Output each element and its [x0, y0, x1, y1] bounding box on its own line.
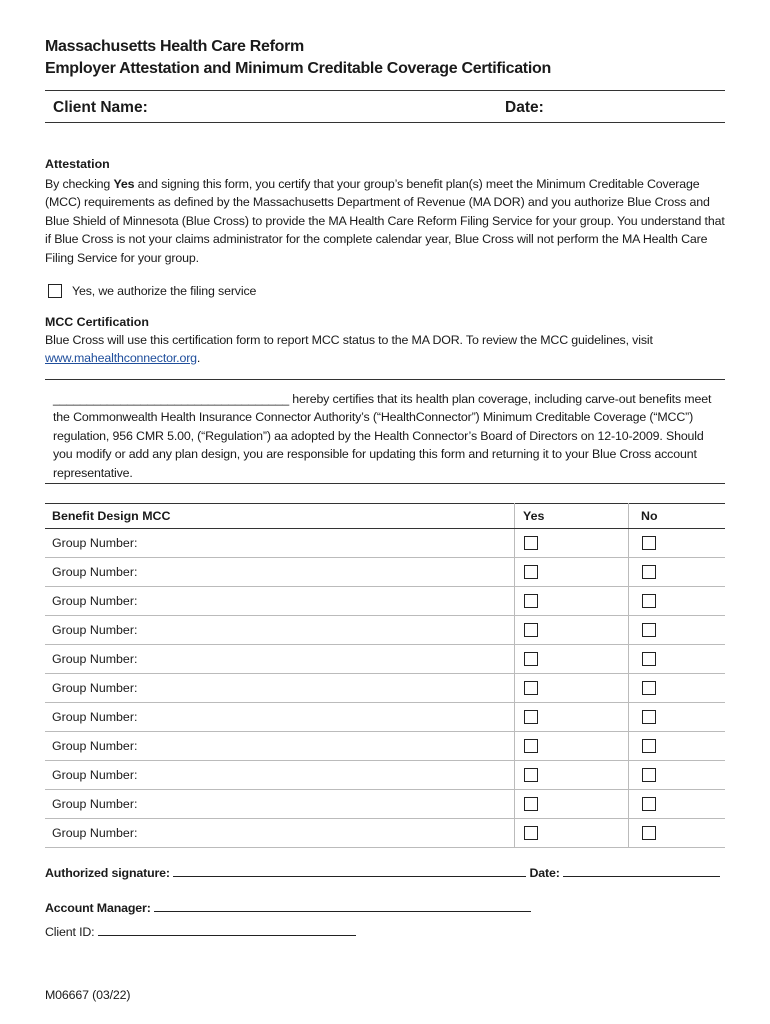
authorized-signature-row: Authorized signature: Date: — [45, 864, 720, 882]
mcc-text: Blue Cross will use this certification form to report MCC status to the MA DOR. To review the MCC guidelines, visit www.mahealthconnector.org. — [45, 333, 653, 366]
no-checkbox[interactable] — [642, 565, 656, 579]
group-number-label: Group Number: — [45, 558, 515, 587]
table-row — [45, 529, 725, 558]
authorize-filing-label: Yes, we authorize the filing service — [72, 284, 257, 298]
yes-checkbox[interactable] — [524, 594, 538, 608]
no-checkbox[interactable] — [642, 623, 656, 637]
group-number-label: Group Number: — [45, 761, 515, 790]
table-row — [45, 587, 725, 616]
certification-text: ___________________________________ hereby certifies that its health plan coverage, including carve-out benefits meet the Commonwealth Health Insurance Connector Authority’s (“HealthConnector”) Minimum Creditable Coverage (“MCC”) regulation, 956 CMR 5.00, (“Regulation”) aa adopted by the Health Connector’s Board of Directors on 12-10-2009. Should you modify or add any plan design, you are responsible for updating this form and returning it to your Blue Cross account representative. — [53, 392, 712, 480]
group-number-label: Group Number: — [45, 645, 515, 674]
group-number-label: Group Number: — [45, 529, 515, 558]
col-header-no: No — [629, 504, 726, 529]
group-number-label: Group Number: — [45, 732, 515, 761]
no-checkbox[interactable] — [642, 536, 656, 550]
group-number-label: Group Number: — [45, 819, 515, 848]
no-checkbox[interactable] — [642, 681, 656, 695]
form-title-line2: Employer Attestation and Minimum Creditable Coverage Certification — [45, 60, 551, 77]
divider — [45, 483, 725, 484]
date-field[interactable] — [548, 95, 718, 117]
yes-checkbox[interactable] — [524, 768, 538, 782]
form-title-line1: Massachusetts Health Care Reform — [45, 38, 304, 55]
account-manager-line[interactable] — [154, 899, 531, 912]
form-code: M06667 (03/22) — [45, 988, 131, 1002]
no-checkbox[interactable] — [642, 739, 656, 753]
yes-checkbox[interactable] — [524, 623, 538, 637]
table-row — [45, 790, 725, 819]
yes-checkbox[interactable] — [524, 536, 538, 550]
divider — [45, 90, 725, 91]
yes-checkbox[interactable] — [524, 710, 538, 724]
table-header-row — [45, 504, 725, 529]
table-row — [45, 616, 725, 645]
client-name-field[interactable] — [150, 95, 490, 117]
yes-checkbox[interactable] — [524, 797, 538, 811]
account-manager-row: Account Manager: — [45, 899, 531, 917]
date-label: Date: — [505, 99, 544, 116]
no-checkbox[interactable] — [642, 826, 656, 840]
authorize-filing-checkbox[interactable] — [48, 284, 62, 298]
signature-date-line[interactable] — [563, 864, 720, 877]
yes-checkbox[interactable] — [524, 739, 538, 753]
mcc-heading: MCC Certification — [45, 315, 149, 329]
no-checkbox[interactable] — [642, 710, 656, 724]
col-header-yes: Yes — [515, 504, 629, 529]
group-number-label: Group Number: — [45, 674, 515, 703]
group-number-label: Group Number: — [45, 616, 515, 645]
divider — [45, 122, 725, 123]
divider — [45, 379, 725, 380]
attestation-heading: Attestation — [45, 157, 110, 171]
table-row — [45, 819, 725, 848]
client-id-row: Client ID: — [45, 923, 356, 941]
benefit-design-table — [45, 503, 725, 848]
authorized-signature-line[interactable] — [173, 864, 526, 877]
yes-checkbox[interactable] — [524, 652, 538, 666]
employer-name-blank[interactable]: ___________________________________ — [53, 392, 289, 406]
client-id-line[interactable] — [98, 923, 356, 936]
table-row — [45, 703, 725, 732]
yes-checkbox[interactable] — [524, 826, 538, 840]
no-checkbox[interactable] — [642, 797, 656, 811]
yes-checkbox[interactable] — [524, 681, 538, 695]
attestation-text: By checking Yes and signing this form, you certify that your group’s benefit plan(s) meet the Minimum Creditable Coverage (MCC) requirements as defined by the Massachusetts Department of Revenue (MA DOR) and you authorize Blue Cross and Blue Shield of Minnesota (Blue Cross) to provide the MA Health Care Reform Filing Service for your group. You understand that if Blue Cross is not your claims administrator for the complete calendar year, Blue Cross will not perform the MA Health Care Filing Service for your group. — [45, 177, 725, 265]
table-row — [45, 645, 725, 674]
no-checkbox[interactable] — [642, 594, 656, 608]
group-number-label: Group Number: — [45, 587, 515, 616]
group-number-label: Group Number: — [45, 790, 515, 819]
no-checkbox[interactable] — [642, 652, 656, 666]
table-row — [45, 674, 725, 703]
client-name-label: Client Name: — [53, 99, 148, 116]
table-row — [45, 558, 725, 587]
col-header-design: Benefit Design MCC — [45, 504, 515, 529]
no-checkbox[interactable] — [642, 768, 656, 782]
table-row — [45, 761, 725, 790]
mahealthconnector-link[interactable]: www.mahealthconnector.org — [45, 351, 197, 366]
table-row — [45, 732, 725, 761]
yes-checkbox[interactable] — [524, 565, 538, 579]
group-number-label: Group Number: — [45, 703, 515, 732]
